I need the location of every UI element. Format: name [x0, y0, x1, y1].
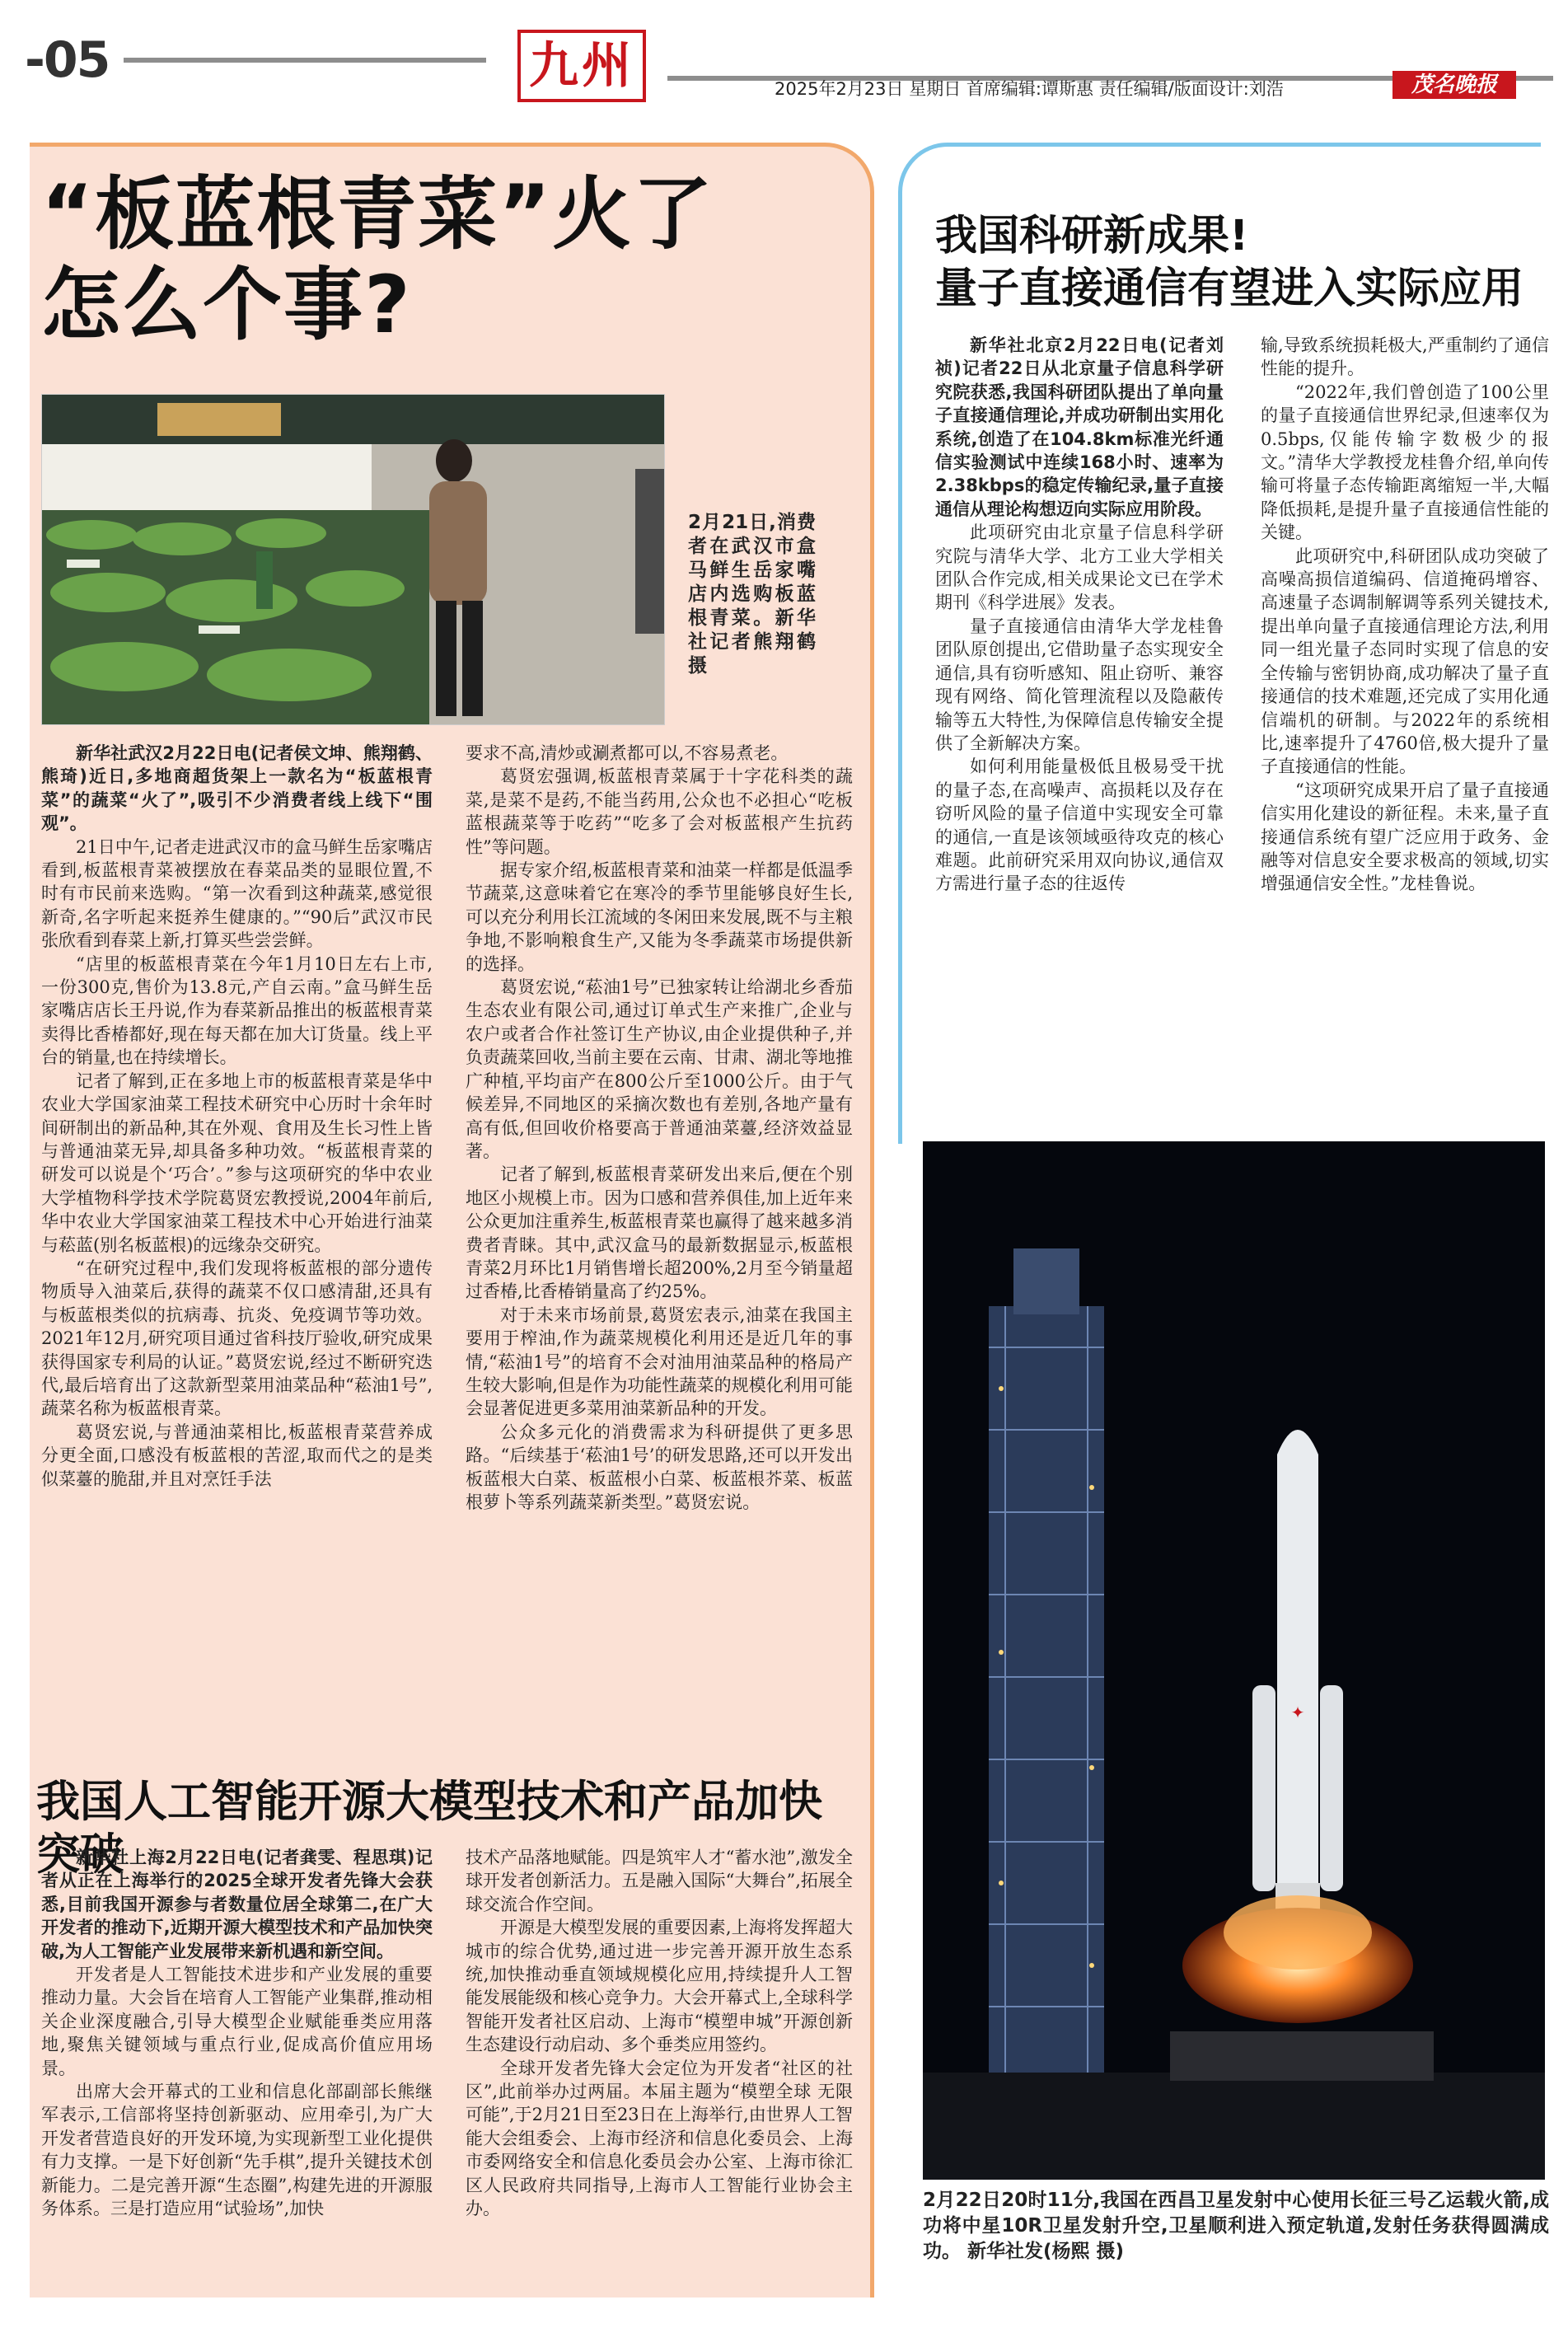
paragraph: 新华社上海2月22日电(记者龚雯、程思琪)记者从正在上海举行的2025全球开发者先锋大会获悉,目前我国开源参与者数量位居全球第二,在广大开发者的推动下,近期开源大模型技术和产品加快突破,为人工智能产业发展带来新机遇和新空间。 [41, 1848, 433, 1961]
story1-photo-caption: 2月21日,消费者在武汉市盒马鲜生岳家嘴店内选购板蓝根青菜。新华社记者熊翔鹤 摄 [688, 512, 816, 677]
paragraph: 公众多元化的消费需求为科研提供了更多思路。“后续基于‘菘油1号’的研发思路,还可以开发出板蓝根大白菜、板蓝根小白菜、板蓝根芥菜、板蓝根萝卜等系列蔬菜新类型。”葛贤宏说。 [466, 1422, 853, 1512]
paragraph: “2022年,我们曾创造了100公里的量子直接通信世界纪录,但速率仅为0.5bps,仅能传输字数极少的报文。”清华大学教授龙桂鲁介绍,单向传输可将量子态传输距离缩短一半,大幅降低损耗,是提升量子直接通信性能的关键。 [1261, 382, 1549, 543]
story2-column-2 [466, 1846, 853, 2221]
paragraph: 葛贤宏说,“菘油1号”已独家转让给湖北乡香茄生态农业有限公司,通过订单式生产来推广,企业与农户或者合作社签订生产协议,由企业提供种子,并负责蔬菜回收,当前主要在云南、甘肃、湖北等地推广种植,平均亩产在800公斤至1000公斤。由于气候差异,不同地区的采摘次数也有差别,各地产量有高有低,但回收价格要高于普通油菜薹,经济效益显著。 [466, 977, 853, 1161]
story1-headline: “板蓝根青菜”火了 怎么个事? [41, 168, 714, 351]
dateline: 2025年2月23日 星期日 首席编辑:谭斯惠 责任编辑/版面设计:刘浩 [775, 79, 1284, 99]
paragraph: 葛贤宏说,与普通油菜相比,板蓝根青菜营养成分更全面,口感没有板蓝根的苦涩,取而代之的是类似菜薹的脆甜,并且对烹饪手法 [41, 1422, 433, 1489]
paragraph: 新华社北京2月22日电(记者刘祯)记者22日从北京量子信息科学研究院获悉,我国科研团队提出了单向量子直接通信理论,并成功研制出实用化系统,创造了在104.8km标准光纤通信实验测试中连续168小时、速率为2.38kbps的稳定传输纪录,量子直接通信从理论构想迈向实际应用阶段。 [935, 335, 1224, 519]
paragraph: 输,导致系统损耗极大,严重制约了通信性能的提升。 [1261, 335, 1549, 379]
paragraph: 此项研究由北京量子信息科学研究院与清华大学、北方工业大学相关团队合作完成,相关成果论文已在学术期刊《科学进展》发表。 [935, 522, 1224, 613]
paragraph: 21日中午,记者走进武汉市的盒马鲜生岳家嘴店看到,板蓝根青菜被摆放在春菜品类的显眼位置,不时有市民前来选购。“第一次看到这种蔬菜,感觉很新奇,名字听起来挺养生健康的。”“90后”武汉市民张欣看到春菜上新,打算买些尝尝鲜。 [41, 836, 433, 951]
supermarket-shopper-photo [41, 394, 665, 725]
paragraph: 开源是大模型发展的重要因素,上海将发挥超大城市的综合优势,通过进一步完善开源开放生态系统,加快推动垂直领域规模化应用,持续提升人工智能发展能级和核心竞争力。大会开幕式上,全球科学智能开发者社区启动、上海市“模塑申城”开源创新生态建设行动启动、多个垂类应用签约。 [466, 1918, 853, 2055]
paragraph: 记者了解到,板蓝根青菜研发出来后,便在个别地区小规模上市。因为口感和营养俱佳,加上近年来公众更加注重养生,板蓝根青菜也赢得了越来越多消费者青睐。其中,武汉盒马的最新数据显示,板蓝根青菜2月环比1月销售增长超200%,2月至今销量超过香椿,比香椿销量高了约25%。 [466, 1164, 853, 1302]
paragraph: “这项研究成果开启了量子直接通信实用化建设的新征程。未来,量子直接通信系统有望广泛应用于政务、金融等对信息安全要求极高的领域,切实增强通信安全性。”龙桂鲁说。 [1261, 780, 1549, 894]
paragraph: 全球开发者先锋大会定位为开发者“社区的社区”,此前举办过两届。本届主题为“模塑全球 无限可能”,于2月21日至23日在上海举行,由世界人工智能大会组委会、上海市经济和信息化委员会、上海市委网络安全和信息化委员会办公室、上海市徐汇区人民政府共同指导,上海市人工智能行业协会主办。 [466, 2058, 853, 2219]
paragraph: 开发者是人工智能技术进步和产业发展的重要推动力量。大会旨在培育人工智能产业集群,推动相关企业深度融合,引导大模型企业赋能垂类应用落地,聚焦关键领域与重点行业,促成高价值应用场景。 [41, 1965, 433, 2078]
paragraph: “店里的板蓝根青菜在今年1月10日左右上市,一份300克,售价为13.8元,产自云南。”盒马鲜生岳家嘴店店长王丹说,作为春菜新品推出的板蓝根青菜卖得比香椿都好,现在每天都在加大订货量。线上平台的销量,也在持续增长。 [41, 953, 433, 1068]
rocket-launch-photo [923, 1141, 1545, 2180]
paragraph: 新华社武汉2月22日电(记者侯文坤、熊翔鹤、熊琦)近日,多地商超货架上一款名为“板蓝根青菜”的蔬菜“火了”,吸引不少消费者线上线下“围观”。 [41, 743, 433, 834]
paragraph: 对于未来市场前景,葛贤宏表示,油菜在我国主要用于榨油,作为蔬菜规模化利用还是近几年的事情,“菘油1号”的培育不会对油用油菜品种的格局产生较大影响,但是作为功能性蔬菜的规模化利用可能会显著促进更多菜用油菜新品种的开发。 [466, 1305, 853, 1419]
paragraph: 葛贤宏强调,板蓝根青菜属于十字花科类的蔬菜,是菜不是药,不能当药用,公众也不必担心“吃板蓝根蔬菜等于吃药”“吃多了会对板蓝根产生抗药性”等问题。 [466, 766, 853, 857]
paragraph: 如何利用能量极低且极易受干扰的量子态,在高噪声、高损耗以及存在窃听风险的量子信道中实现安全可靠的通信,一直是该领域亟待攻克的核心难题。此前研究采用双向协议,通信双方需进行量子态的往返传 [935, 756, 1224, 894]
svg-text:✦: ✦ [1290, 1703, 1305, 1722]
story1-column-2 [466, 742, 853, 1514]
paragraph: 量子直接通信由清华大学龙桂鲁团队原创提出,它借助量子态实现安全通信,具有窃听感知、阻止窃听、兼容现有网络、简化管理流程以及隐蔽传输等五大特性,为保障信息传输安全提供了全新解决方案。 [935, 616, 1224, 753]
page-number: -05 [25, 31, 110, 89]
story1-column-1 [41, 742, 433, 1491]
story2-headline: 我国人工智能开源大模型技术和产品加快突破 [36, 1777, 822, 1880]
section-title: 九州 [517, 30, 646, 102]
paragraph: 要求不高,清炒或涮煮都可以,不容易煮老。 [466, 743, 789, 763]
story3-headline: 我国科研新成果! 量子直接通信有望进入实际应用 [935, 212, 1524, 313]
header-rule-left [124, 58, 486, 63]
paragraph: “在研究过程中,我们发现将板蓝根的部分遗传物质导入油菜后,获得的蔬菜不仅口感清甜,还具有与板蓝根类似的抗病毒、抗炎、免疫调节等功效。2021年12月,研究项目通过省科技厅验收,研究成果获得国家专利局的认证。”葛贤宏说,经过不断研究迭代,最后培育出了这款新型菜用油菜品种“菘油1号”,蔬菜名称为板蓝根青菜。 [41, 1258, 433, 1419]
story3-column-1 [935, 334, 1224, 896]
paragraph: 此项研究中,科研团队成功突破了高噪高损信道编码、信道掩码增容、高速量子态调制解调等系列关键技术,提出单向量子直接通信理论方法,利用同一组光量子态同时实现了信息的安全传输与密钥协商,成功解决了量子直接通信的技术难题,还完成了实用化通信端机的研制。与2022年的系统相比,速率提升了4760倍,极大提升了量子直接通信的性能。 [1261, 546, 1549, 777]
paragraph: 记者了解到,正在多地上市的板蓝根青菜是华中农业大学国家油菜工程技术研究中心历时十余年时间研制出的新品种,其在外观、食用及生长习性上皆与普通油菜无异,却具备多种功效。“板蓝根青菜的研发可以说是个‘巧合’。”参与这项研究的华中农业大学植物科学技术学院葛贤宏教授说,2004年前后,华中农业大学国家油菜工程技术中心开始进行油菜与菘蓝(别名板蓝根)的远缘杂交研究。 [41, 1070, 433, 1255]
paragraph: 据专家介绍,板蓝根青菜和油菜一样都是低温季节蔬菜,这意味着它在寒冷的季节里能够良好生长,可以充分利用长江流域的冬闲田来发展,既不与主粮争地,不影响粮食生产,又能为冬季蔬菜市场提供新的选择。 [466, 860, 853, 974]
paragraph: 技术产品落地赋能。四是筑牢人才“蓄水池”,激发全球开发者创新活力。五是融入国际“大舞台”,拓展全球交流合作空间。 [466, 1848, 853, 1914]
paragraph: 出席大会开幕式的工业和信息化部副部长熊继军表示,工信部将坚持创新驱动、应用牵引,为广大开发者营造良好的开发环境,为实现新型工业化提供有力支撑。一是下好创新“先手棋”,提升关键技术创新能力。二是完善开源“生态圈”,构建先进的开源服务体系。三是打造应用“试验场”,加快 [41, 2082, 433, 2219]
rocket-photo-caption: 2月22日20时11分,我国在西昌卫星发射中心使用长征三号乙运载火箭,成功将中星10R卫星发射升空,卫星顺利进入预定轨道,发射任务获得圆满成功。 新华社发(杨熙 摄) [923, 2190, 1549, 2262]
paper-logo: 茂名晚报 [1392, 71, 1516, 99]
story3-column-2 [1261, 334, 1549, 896]
story2-column-1 [41, 1846, 433, 2221]
